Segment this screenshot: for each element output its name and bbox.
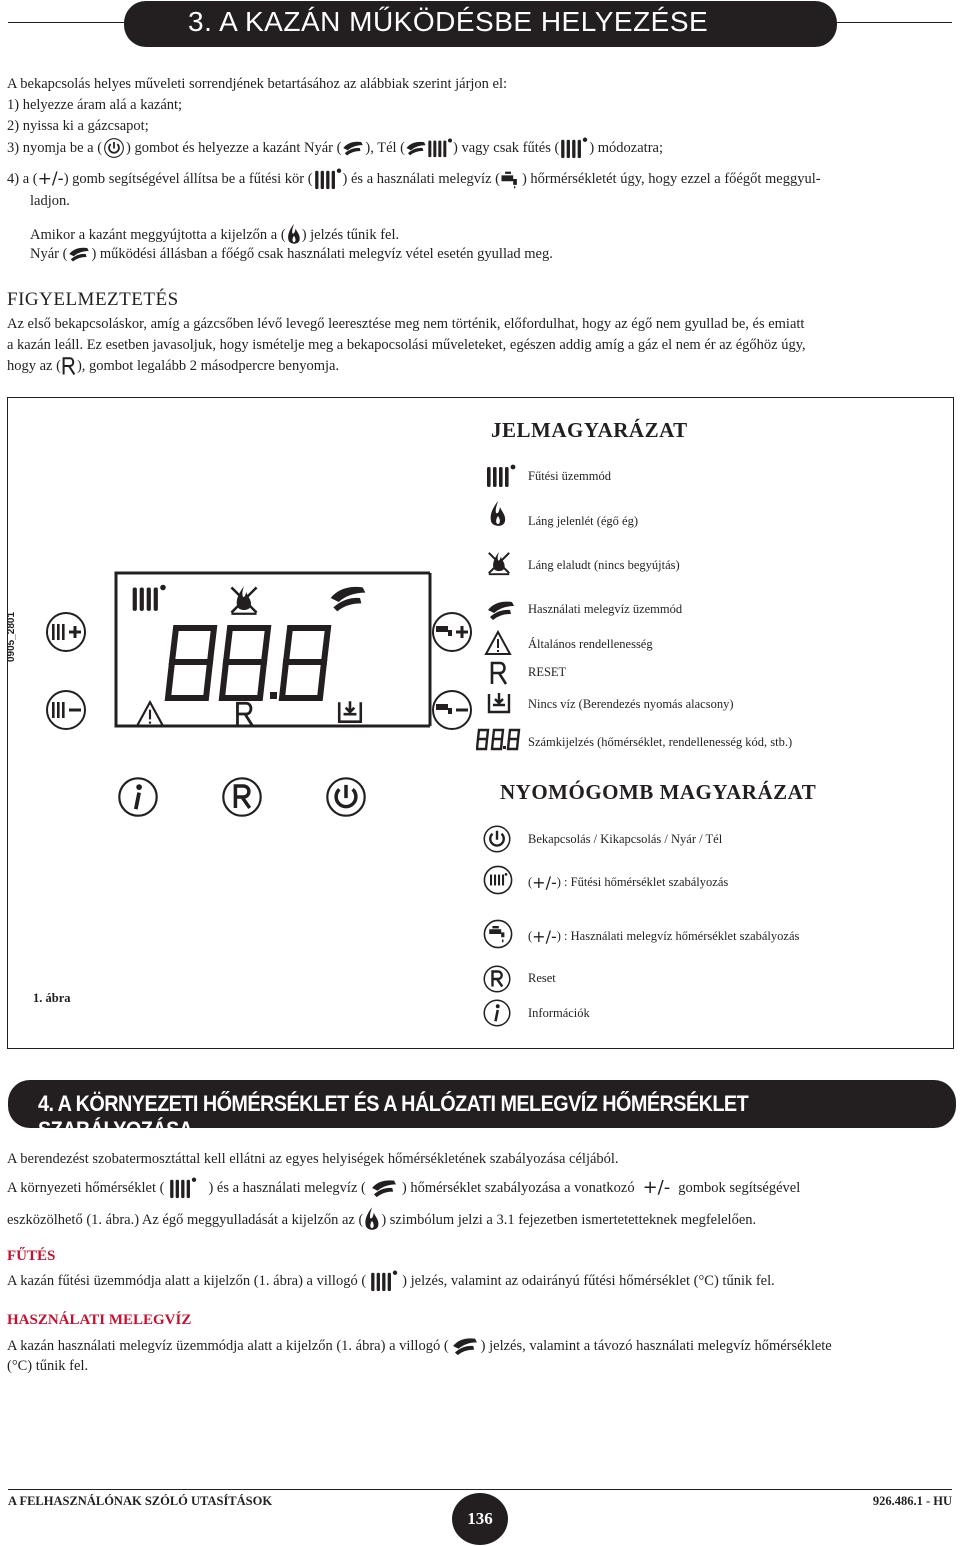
step-1: 1) helyezze áram alá a kazánt; <box>7 97 183 113</box>
heating-plus-button[interactable] <box>44 610 88 654</box>
reset-button-icon <box>482 964 512 994</box>
reset-button[interactable] <box>220 775 264 819</box>
flame-icon <box>488 500 508 530</box>
flame-icon <box>363 1206 381 1234</box>
buttons-title: NYOMÓGOMB MAGYARÁZAT <box>500 780 817 804</box>
legend-label-dhw: Használati melegvíz üzemmód <box>528 602 683 616</box>
radiator-icon <box>366 1270 402 1292</box>
heating-radiator-icon <box>313 168 343 190</box>
control-panel-display <box>36 566 478 744</box>
footer-rule <box>8 1489 952 1490</box>
heating-minus-button[interactable] <box>44 688 88 732</box>
reset-r-icon <box>61 356 77 376</box>
no-water-icon <box>486 690 512 716</box>
warning-line-2: a kazán leáll. Ez esetben javasoljuk, hogy ismételje meg a bekapocsolási műveleteket, egészen addig amíg a gáz el nem ér az égőhöz úgy, <box>7 337 806 353</box>
page-number: 136 <box>452 1493 508 1545</box>
heating-heading: FŰTÉS <box>7 1248 56 1264</box>
section4-p3: eszközölhető (1. ábra.) Az égő meggyulladását a kijelzőn az ( ) szimbólum jelzi a 3.1 fejezetben ismertetetteknek megfelelően. <box>7 1206 756 1234</box>
section4-title-bar <box>8 1080 956 1142</box>
summer-tap-icon <box>341 139 365 157</box>
button-label-reset: Reset <box>528 971 556 985</box>
section4-title: 4. A KÖRNYEZETI HŐMÉRSÉKLET ÉS A HÁLÓZATI MELEGVÍZ HŐMÉRSÉKLET SZABÁLYOZÁSA <box>38 1091 749 1142</box>
footer-left: A FELHASZNÁLÓNAK SZÓLÓ UTASÍTÁSOK <box>8 1494 273 1508</box>
legend-label-no-water: Nincs víz (Berendezés nyomás alacsony) <box>528 697 734 711</box>
digits-icon <box>476 728 522 752</box>
warning-icon <box>484 630 512 656</box>
warning-line-3: hogy az ( ), gombot legalább 2 másodpercre benyomja. <box>7 358 340 374</box>
step-2: 2) nyissa ki a gázcsapot; <box>7 118 149 134</box>
flame-off-icon <box>486 550 512 576</box>
burner-lit-note: Amikor a kazánt meggyújtotta a kijelzőn a ( ) jelzés tűnik fel. <box>30 222 399 248</box>
dhw-minus-button[interactable] <box>430 688 478 732</box>
display-digits <box>168 623 170 624</box>
button-label-info: Információk <box>528 1006 590 1020</box>
summer-tap-icon <box>67 245 91 263</box>
button-label-heating: ( +/- ) : Fűtési hőmérséklet szabályozás <box>528 873 729 892</box>
heating-only-radiator-icon <box>559 137 589 159</box>
info-button[interactable] <box>116 775 160 819</box>
legend-label-flame: Láng jelenlét (égő ég) <box>528 514 639 528</box>
summer-note: Nyár ( ) működési állásban a főégő csak használati melegvíz vétel esetén gyullad meg. <box>30 246 553 262</box>
button-label-power: Bekapcsolás / Kikapcsolás / Nyár / Tél <box>528 832 723 846</box>
tap-icon <box>449 1335 481 1357</box>
legend-label-heating: Fűtési üzemmód <box>528 469 611 483</box>
heating-text: A kazán fűtési üzemmódja alatt a kijelzőn (1. ábra) a villogó ( ) jelzés, valamint az odairányú fűtési hőmérséklet (°C) tűnik fel. <box>7 1270 775 1292</box>
winter-radiator-icon <box>427 138 453 158</box>
winter-tap-icon <box>405 139 427 157</box>
legend-label-flame-off: Láng elaludt (nincs begyújtás) <box>528 558 680 572</box>
reset-r-icon <box>489 660 509 686</box>
warning-line-1: Az első bekapcsoláskor, amíg a gázcsőben lévő levegő leeresztése meg nem történik, előfordulhat, hogy az égő nem gyullad be, és emiatt <box>7 316 805 332</box>
intro-text: A bekapcsolás helyes műveleti sorrendjének betartásához az alábbiak szerint járjon el: <box>7 76 508 92</box>
dhw-text-cont: (°C) tűnik fel. <box>7 1358 89 1374</box>
legend-label-warning: Általános rendellenesség <box>528 637 653 651</box>
radiator-icon <box>164 1177 202 1199</box>
tap-icon <box>486 598 516 622</box>
figure-code: 0905_2801 <box>6 611 17 662</box>
dhw-faucet-icon <box>500 169 522 189</box>
section3-title: 3. A KAZÁN MŰKÖDÉSBE HELYEZÉSE <box>188 6 709 37</box>
step-3: 3) nyomja be a ( ) gombot és helyezze a kazánt Nyár ( ), Tél ( ) vagy csak fűtés ( ) módozatra; <box>7 137 663 159</box>
legend-title: JELMAGYARÁZAT <box>491 418 688 442</box>
step-4-cont: ladjon. <box>30 193 70 209</box>
radiator-icon <box>486 464 516 488</box>
legend-label-digits: Számkijelzés (hőmérséklet, rendellenesség kód, stb.) <box>528 735 793 749</box>
power-button-icon <box>482 824 512 854</box>
tap-icon <box>366 1177 402 1199</box>
plus-minus-symbol: +/- <box>37 169 64 189</box>
dhw-plus-button[interactable] <box>430 610 478 654</box>
dhw-heading: HASZNÁLATI MELEGVÍZ <box>7 1312 192 1328</box>
figure-caption: 1. ábra <box>33 991 71 1005</box>
power-button[interactable] <box>324 775 368 819</box>
dhw-button-icon <box>482 918 514 950</box>
power-icon <box>102 137 126 159</box>
info-button-icon <box>482 998 512 1028</box>
warning-title: FIGYELMEZTETÉS <box>7 289 179 310</box>
figure-box <box>7 397 954 1049</box>
button-label-dhw: ( +/- ) : Használati melegvíz hőmérséklet szabályozás <box>528 927 800 946</box>
step-4: 4) a ( +/- ) gomb segítségével állítsa be a fűtési kör ( ) és a használati melegvíz ( ) hőrmérsékletét úgy, hogy ezzel a főégőt meggyul- <box>7 169 821 189</box>
legend-label-reset: RESET <box>528 665 567 679</box>
section4-p1: A berendezést szobatermosztáttal kell ellátni az egyes helyiségek hőmérsékletének szabályozása céljából. <box>7 1151 619 1167</box>
dhw-text: A kazán használati melegvíz üzemmódja alatt a kijelzőn (1. ábra) a villogó ( ) jelzés, valamint a távozó használati melegvíz hőmérséklete <box>7 1335 832 1357</box>
section4-p2: A környezeti hőmérséklet ( ) és a használati melegvíz ( ) hőmérséklet szabályozása a vonatkozó +/- gombok segítségével <box>7 1177 801 1198</box>
heating-button-icon <box>482 864 514 896</box>
section3-title-bar <box>124 1 837 47</box>
footer-right: 926.486.1 - HU <box>872 1494 952 1508</box>
